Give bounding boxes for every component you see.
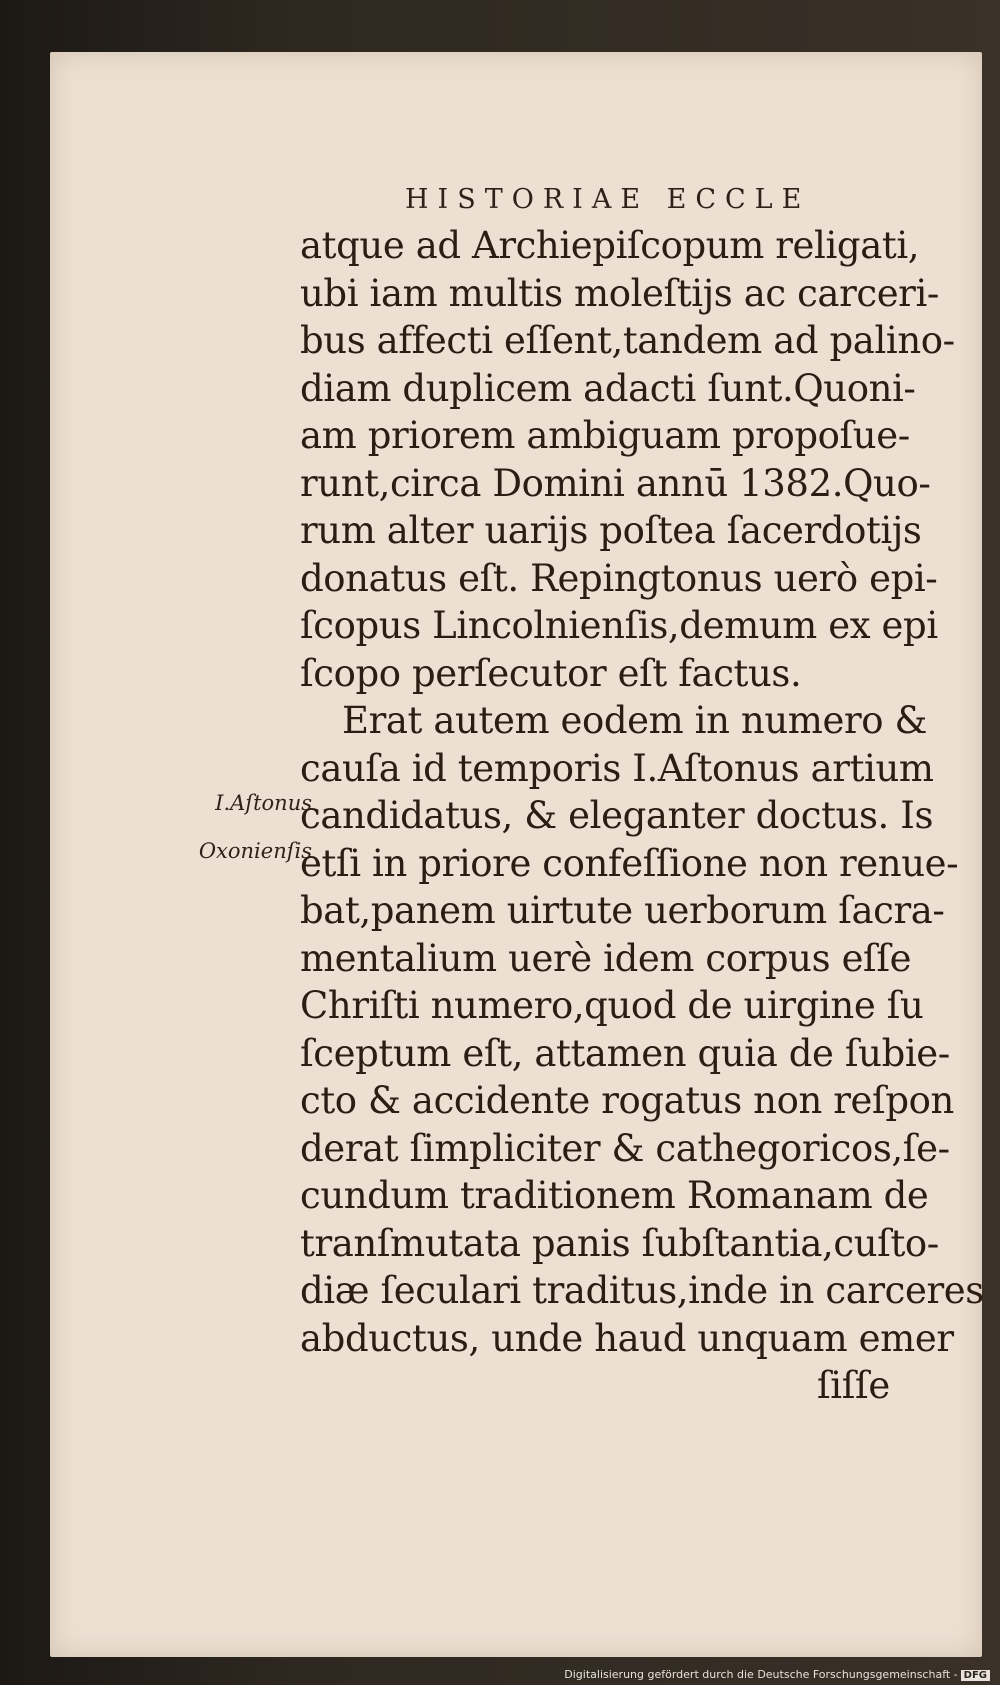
text-line: ſcopo perſecutor eſt factus. <box>300 651 802 695</box>
text-line: diæ ſeculari traditus,inde in carceres <box>300 1269 984 1312</box>
text-line: cundum traditionem Romanam de <box>300 1174 929 1217</box>
margin-note-line: I.Aſtonus <box>215 791 312 815</box>
margin-note-line: Oxonienſis <box>198 838 312 863</box>
text-line: derat ſimpliciter & cathegoricos,ſe- <box>300 1126 950 1170</box>
running-head: HISTORIAE ECCLE <box>405 184 811 215</box>
text-line: bat,panem uirtute uerborum ſacra- <box>300 889 945 932</box>
text-line: abductus, unde haud unquam emer <box>300 1316 954 1360</box>
credit-text: Digitalisierung gefördert durch die Deutsche Forschungsgemeinschaft - <box>564 1668 958 1681</box>
text-line: ubi iam multis moleſtijs ac carceri- <box>300 271 940 315</box>
text-line: etſi in priore confeſſione non renue- <box>300 841 959 885</box>
text-line: diam duplicem adacti ſunt.Quoni- <box>300 366 916 410</box>
text-line: cto & accidente rogatus non reſpon <box>300 1079 954 1122</box>
text-line: mentalium uerè idem corpus eſſe <box>300 936 912 980</box>
text-line: ſceptum eſt, attamen quia de ſubie- <box>300 1031 950 1075</box>
body-text <box>300 222 984 1410</box>
book-page <box>50 52 982 1657</box>
dfg-logo: DFG <box>961 1670 990 1681</box>
text-line-paragraph-start: Erat autem eodem in numero & <box>342 699 928 742</box>
text-line: candidatus, & eleganter doctus. Is <box>300 794 934 837</box>
text-line: Chriſti numero,quod de uirgine ſu <box>300 984 924 1027</box>
text-line: runt,circa Domini annū 1382.Quo- <box>300 461 931 505</box>
text-line: am priorem ambiguam propoſue- <box>300 414 910 457</box>
text-line: tranſmutata panis ſubſtantia,cuſto- <box>300 1221 939 1265</box>
text-line: bus affecti eſſent,tandem ad palino- <box>300 319 955 362</box>
margin-note <box>162 780 312 875</box>
text-line: cauſa id temporis I.Aſtonus artium <box>300 746 934 790</box>
text-line: atque ad Archiepiſcopum religati, <box>300 224 920 267</box>
catchword: ſiſſe <box>817 1364 890 1407</box>
text-line: ſcopus Lincolnienſis,demum ex epi <box>300 604 938 647</box>
text-line: donatus eſt. Repingtonus uerò epi- <box>300 556 938 600</box>
text-line: rum alter uarijs poſtea ſacerdotijs <box>300 509 922 552</box>
digitization-credit <box>564 1668 990 1681</box>
